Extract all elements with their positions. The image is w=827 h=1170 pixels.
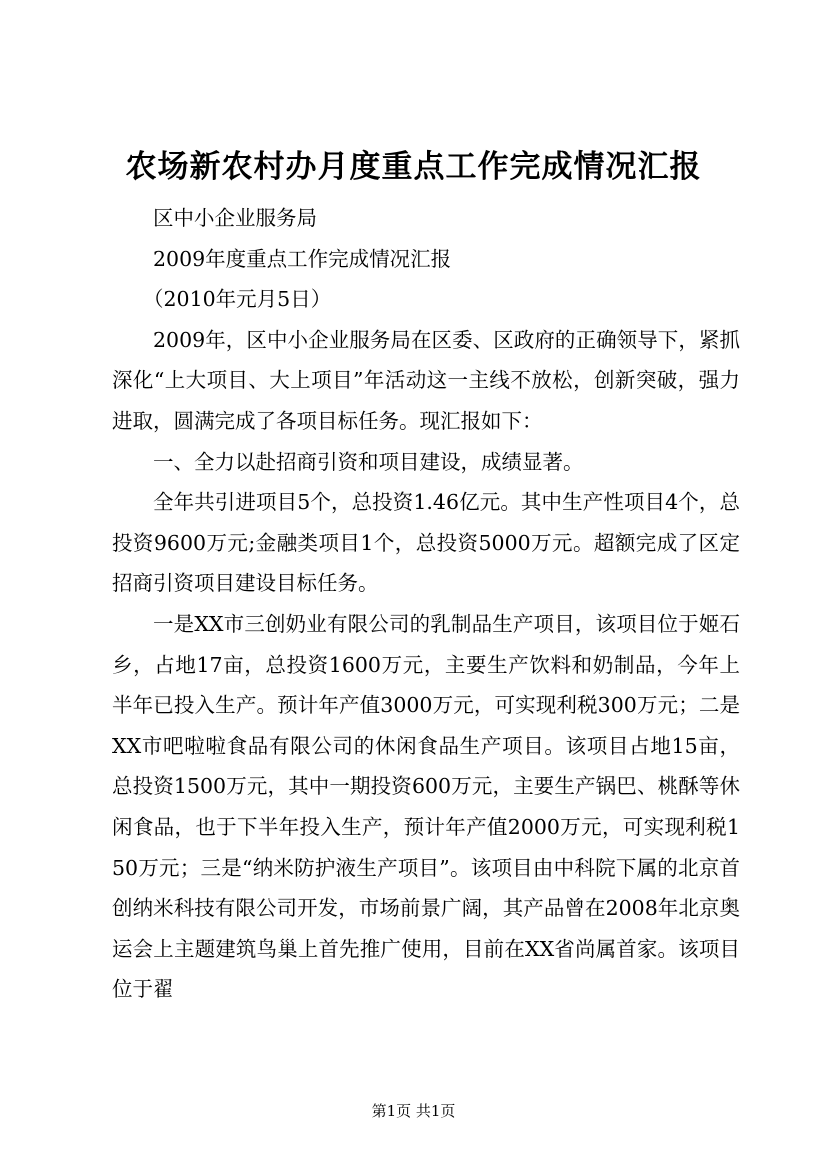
body-paragraph: 2009年度重点工作完成情况汇报	[153, 246, 452, 271]
body-paragraph: 2009年，区中小企业服务局在区委、区政府的正确领导下，紧抓深化“上大项目、大上项目”年活动这一主线不放松，创新突破，强力进取，圆满完成了各项目标任务。现汇报如下：	[112, 327, 740, 433]
document-title: 农场新农村办月度重点工作完成情况汇报	[125, 149, 702, 185]
body-paragraph: 一是XX市三创奶业有限公司的乳制品生产项目，该项目位于姬石乡，占地17亩，总投资1600万元，主要生产饮料和奶制品，今年上半年已投入生产。预计年产值3000万元，可实现利税300万元；二是XX市吧啦啦食品有限公司的休闲食品生产项目。该项目占地15亩，总投资1500万元，其中一期投资600万元，主要生产锅巴、桃酥等休闲食品，也于下半年投入生产，预计年产值2000万元，可实现利税150万元；三是“纳米防护液生产项目”。该项目由中科院下属的北京首创纳米科技有限公司开发，市场前景广阔，其产品曾在2008年北京奥运会上主题建筑鸟巢上首先推广使用，目前在XX省尚属首家。该项目位于翟	[112, 611, 740, 1002]
body-paragraph: 全年共引进项目5个，总投资1.46亿元。其中生产性项目4个，总投资9600万元;金融类项目1个，总投资5000万元。超额完成了区定招商引资项目建设目标任务。	[112, 490, 740, 596]
body-paragraph: 一、全力以赴招商引资和项目建设，成绩显著。	[153, 449, 584, 474]
document-body	[112, 198, 740, 1010]
body-paragraph: 区中小企业服务局	[153, 206, 317, 230]
body-paragraph: （2010年元月5日）	[143, 287, 332, 312]
page-footer: 第1页 共1页	[371, 1102, 456, 1120]
